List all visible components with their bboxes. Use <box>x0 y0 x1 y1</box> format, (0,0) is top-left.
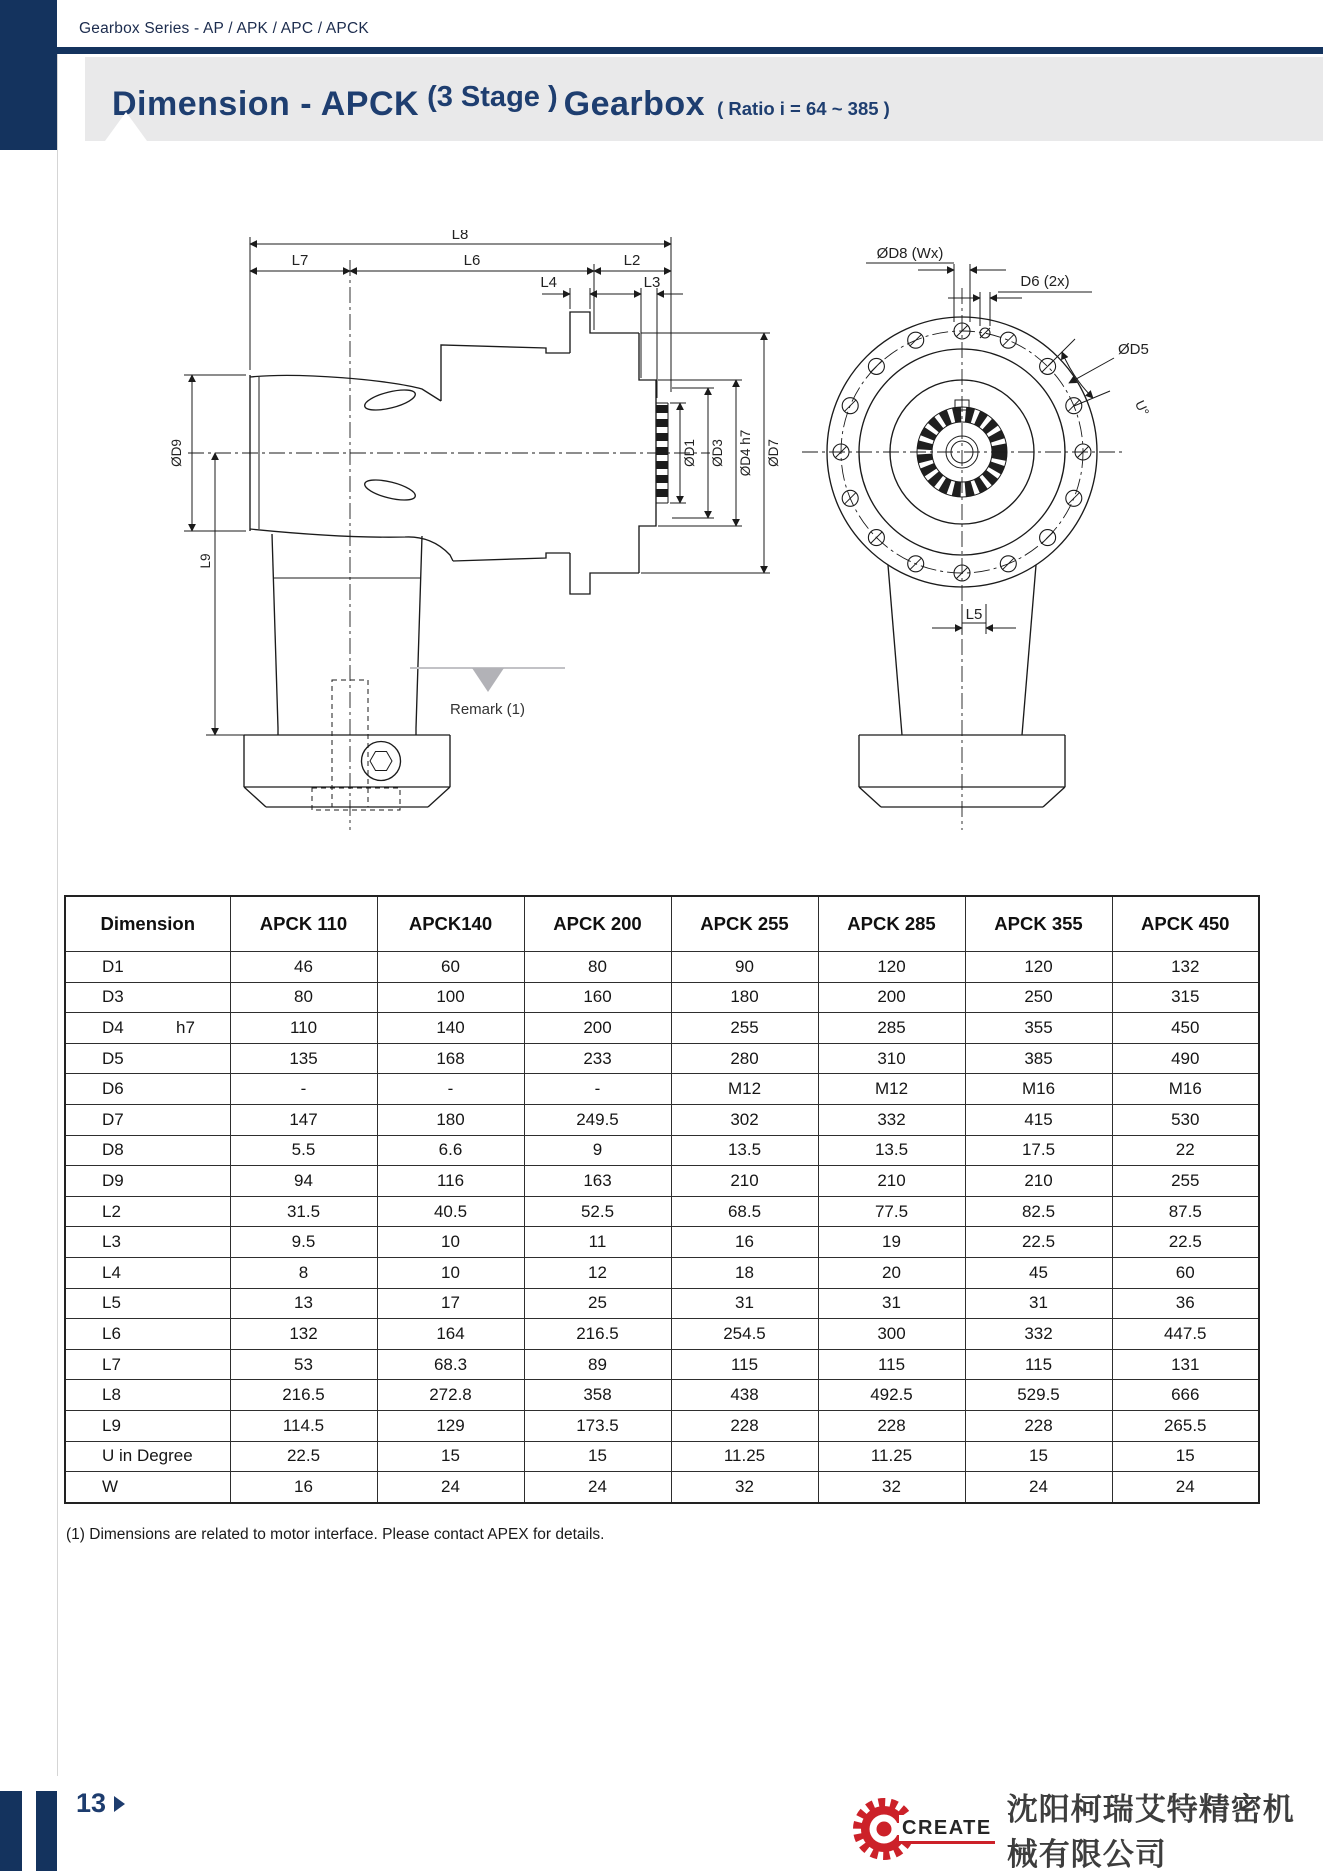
row-label: D3 <box>65 982 230 1013</box>
dim-label-L8: L8 <box>451 230 469 243</box>
left-margin-rule <box>57 54 58 1776</box>
cell: 32 <box>818 1472 965 1503</box>
cell: 233 <box>524 1043 671 1074</box>
table-row <box>65 1288 1259 1319</box>
cell: 115 <box>965 1349 1112 1380</box>
cell: 77.5 <box>818 1196 965 1227</box>
table-row <box>65 1441 1259 1472</box>
column-header: APCK 110 <box>230 896 377 952</box>
cell: 666 <box>1112 1380 1259 1411</box>
table-row <box>65 1074 1259 1105</box>
cell: 36 <box>1112 1288 1259 1319</box>
cell: 490 <box>1112 1043 1259 1074</box>
cell: 15 <box>965 1441 1112 1472</box>
column-header: APCK140 <box>377 896 524 952</box>
row-label: D8 <box>65 1135 230 1166</box>
column-header: APCK 450 <box>1112 896 1259 952</box>
table-row <box>65 1166 1259 1197</box>
row-label: L4 <box>65 1257 230 1288</box>
company-logo <box>851 1784 1323 1871</box>
technical-drawing <box>60 230 1240 880</box>
table-row <box>65 1196 1259 1227</box>
cell: 16 <box>671 1227 818 1258</box>
cell: 24 <box>524 1472 671 1503</box>
cell: - <box>377 1074 524 1105</box>
dim-label-L9: L9 <box>198 553 213 569</box>
column-header-dimension: Dimension <box>65 896 230 952</box>
cell: 492.5 <box>818 1380 965 1411</box>
header-rule <box>0 47 1323 54</box>
cell: 115 <box>818 1349 965 1380</box>
cell: 5.5 <box>230 1135 377 1166</box>
cell: 13.5 <box>671 1135 818 1166</box>
row-label: D5 <box>65 1043 230 1074</box>
row-label: D9 <box>65 1166 230 1197</box>
row-label: U in Degree <box>65 1441 230 1472</box>
cell: 160 <box>524 982 671 1013</box>
table-row <box>65 1013 1259 1044</box>
dim-label-D9: ØD9 <box>169 439 184 467</box>
cell: 116 <box>377 1166 524 1197</box>
cell: 228 <box>818 1410 965 1441</box>
page-arrow-icon <box>114 1796 125 1812</box>
cell: 310 <box>818 1043 965 1074</box>
cell: 12 <box>524 1257 671 1288</box>
page-title-stage: (3 Stage ) <box>427 81 558 113</box>
table-row <box>65 1472 1259 1503</box>
row-label: L6 <box>65 1319 230 1350</box>
row-label: L5 <box>65 1288 230 1319</box>
cell: 332 <box>818 1104 965 1135</box>
page-number-value: 13 <box>76 1788 107 1818</box>
cell: 80 <box>524 952 671 983</box>
cell: 300 <box>818 1319 965 1350</box>
cell: 216.5 <box>524 1319 671 1350</box>
cell: 9.5 <box>230 1227 377 1258</box>
cell: 11.25 <box>671 1441 818 1472</box>
cell: 115 <box>671 1349 818 1380</box>
cell: 438 <box>671 1380 818 1411</box>
cell: 60 <box>377 952 524 983</box>
cell: 135 <box>230 1043 377 1074</box>
cell: 52.5 <box>524 1196 671 1227</box>
cell: 11 <box>524 1227 671 1258</box>
cell: 15 <box>524 1441 671 1472</box>
table-row <box>65 1349 1259 1380</box>
cell: - <box>524 1074 671 1105</box>
cell: 22.5 <box>965 1227 1112 1258</box>
cell: 31 <box>671 1288 818 1319</box>
cell: 10 <box>377 1257 524 1288</box>
table-row <box>65 1319 1259 1350</box>
front-view <box>802 245 1152 830</box>
cell: 24 <box>965 1472 1112 1503</box>
table-row <box>65 952 1259 983</box>
cell: 32 <box>671 1472 818 1503</box>
footer-left-bar-thin <box>36 1791 57 1871</box>
cell: 24 <box>377 1472 524 1503</box>
dim-label-D3: ØD3 <box>710 439 725 467</box>
dim-label-L3: L3 <box>643 274 661 291</box>
row-label: D6 <box>65 1074 230 1105</box>
row-label: W <box>65 1472 230 1503</box>
cell: 60 <box>1112 1257 1259 1288</box>
cell: 31 <box>965 1288 1112 1319</box>
dim-label-L7: L7 <box>291 252 309 269</box>
cell: - <box>230 1074 377 1105</box>
cell: 120 <box>818 952 965 983</box>
table-row <box>65 1380 1259 1411</box>
cell: 164 <box>377 1319 524 1350</box>
cell: 254.5 <box>671 1319 818 1350</box>
dim-label-D8: ØD8 (Wx) <box>876 245 944 262</box>
cell: M16 <box>1112 1074 1259 1105</box>
cell: 315 <box>1112 982 1259 1013</box>
title-banner <box>85 57 1323 141</box>
row-label: L9 <box>65 1410 230 1441</box>
cell: 173.5 <box>524 1410 671 1441</box>
column-header: APCK 200 <box>524 896 671 952</box>
cell: 6.6 <box>377 1135 524 1166</box>
remark-triangle-icon <box>472 668 504 692</box>
cell: 53 <box>230 1349 377 1380</box>
cell: 9 <box>524 1135 671 1166</box>
cell: 250 <box>965 982 1112 1013</box>
cell: 447.5 <box>1112 1319 1259 1350</box>
banner-notch <box>105 112 147 141</box>
table-row <box>65 1104 1259 1135</box>
cell: 68.3 <box>377 1349 524 1380</box>
table-header-row <box>65 896 1259 952</box>
column-header: APCK 285 <box>818 896 965 952</box>
cell: 200 <box>818 982 965 1013</box>
cell: 8 <box>230 1257 377 1288</box>
cell: 17 <box>377 1288 524 1319</box>
cell: M16 <box>965 1074 1112 1105</box>
cell: 24 <box>1112 1472 1259 1503</box>
cell: 22.5 <box>1112 1227 1259 1258</box>
cell: 46 <box>230 952 377 983</box>
row-label: D1 <box>65 952 230 983</box>
cell: 210 <box>671 1166 818 1197</box>
cell: 114.5 <box>230 1410 377 1441</box>
cell: 228 <box>965 1410 1112 1441</box>
cell: 15 <box>377 1441 524 1472</box>
cell: 358 <box>524 1380 671 1411</box>
footnote: (1) Dimensions are related to motor interface. Please contact APEX for details. <box>66 1526 605 1543</box>
cell: 31.5 <box>230 1196 377 1227</box>
cell: 216.5 <box>230 1380 377 1411</box>
cell: 132 <box>230 1319 377 1350</box>
dim-label-L6: L6 <box>463 252 481 269</box>
cell: 228 <box>671 1410 818 1441</box>
row-label: L8 <box>65 1380 230 1411</box>
cell: 210 <box>965 1166 1112 1197</box>
cell: 22.5 <box>230 1441 377 1472</box>
cell: M12 <box>671 1074 818 1105</box>
dimension-table <box>64 895 1260 1504</box>
cell: 120 <box>965 952 1112 983</box>
cell: 332 <box>965 1319 1112 1350</box>
footer-left-bar <box>0 1791 22 1871</box>
cell: 100 <box>377 982 524 1013</box>
cell: 31 <box>818 1288 965 1319</box>
cell: 285 <box>818 1013 965 1044</box>
cell: 255 <box>671 1013 818 1044</box>
table-row <box>65 1257 1259 1288</box>
page-title-tail: Gearbox <box>563 85 706 123</box>
cell: 80 <box>230 982 377 1013</box>
dim-label-L5: L5 <box>965 606 983 623</box>
page-number <box>76 1788 125 1819</box>
remark-label: Remark (1) <box>450 701 526 718</box>
cell: 210 <box>818 1166 965 1197</box>
cell: 450 <box>1112 1013 1259 1044</box>
page-title-ratio: ( Ratio i = 64 ~ 385 ) <box>717 98 890 119</box>
column-header: APCK 255 <box>671 896 818 952</box>
cell: M12 <box>818 1074 965 1105</box>
page-title-main: Dimension - APCK <box>112 85 420 123</box>
cell: 89 <box>524 1349 671 1380</box>
header-corner-block <box>0 0 57 150</box>
cell: 180 <box>671 982 818 1013</box>
cell: 132 <box>1112 952 1259 983</box>
cell: 302 <box>671 1104 818 1135</box>
cell: 129 <box>377 1410 524 1441</box>
cell: 11.25 <box>818 1441 965 1472</box>
series-breadcrumb: Gearbox Series - AP / APK / APC / APCK <box>79 20 369 37</box>
cell: 110 <box>230 1013 377 1044</box>
cell: 68.5 <box>671 1196 818 1227</box>
cell: 90 <box>671 952 818 983</box>
table-row <box>65 1043 1259 1074</box>
dim-label-U: U° <box>1132 398 1153 419</box>
cell: 87.5 <box>1112 1196 1259 1227</box>
dim-label-L4: L4 <box>540 274 557 291</box>
cell: 15 <box>1112 1441 1259 1472</box>
row-label: L3 <box>65 1227 230 1258</box>
cell: 18 <box>671 1257 818 1288</box>
brand-name: CREATE <box>899 1815 995 1844</box>
dim-label-D6: D6 (2x) <box>1020 273 1070 290</box>
dim-label-D5: ØD5 <box>1118 341 1149 358</box>
cell: 45 <box>965 1257 1112 1288</box>
cell: 94 <box>230 1166 377 1197</box>
cell: 265.5 <box>1112 1410 1259 1441</box>
cell: 529.5 <box>965 1380 1112 1411</box>
cell: 385 <box>965 1043 1112 1074</box>
cell: 25 <box>524 1288 671 1319</box>
table-row <box>65 1410 1259 1441</box>
cell: 131 <box>1112 1349 1259 1380</box>
cell: 147 <box>230 1104 377 1135</box>
cell: 140 <box>377 1013 524 1044</box>
dim-label-D4: ØD4 h7 <box>738 429 753 477</box>
row-label: L2 <box>65 1196 230 1227</box>
cell: 200 <box>524 1013 671 1044</box>
cell: 82.5 <box>965 1196 1112 1227</box>
cell: 20 <box>818 1257 965 1288</box>
cell: 13 <box>230 1288 377 1319</box>
row-label: L7 <box>65 1349 230 1380</box>
cell: 19 <box>818 1227 965 1258</box>
side-view <box>169 230 781 830</box>
dim-label-D7: ØD7 <box>766 439 781 467</box>
cell: 355 <box>965 1013 1112 1044</box>
table-row <box>65 1227 1259 1258</box>
row-label: D7 <box>65 1104 230 1135</box>
hex-bolt <box>362 742 401 781</box>
table-row <box>65 1135 1259 1166</box>
cell: 272.8 <box>377 1380 524 1411</box>
cell: 22 <box>1112 1135 1259 1166</box>
cell: 17.5 <box>965 1135 1112 1166</box>
cell: 16 <box>230 1472 377 1503</box>
cell: 530 <box>1112 1104 1259 1135</box>
cell: 255 <box>1112 1166 1259 1197</box>
cell: 163 <box>524 1166 671 1197</box>
cell: 40.5 <box>377 1196 524 1227</box>
table-row <box>65 982 1259 1013</box>
cell: 10 <box>377 1227 524 1258</box>
dim-label-L2: L2 <box>623 252 641 269</box>
cell: 13.5 <box>818 1135 965 1166</box>
row-label: D4 h7 <box>65 1013 230 1044</box>
company-name: 沈阳柯瑞艾特精密机械有限公司 <box>1006 1792 1295 1871</box>
column-header: APCK 355 <box>965 896 1112 952</box>
cell: 180 <box>377 1104 524 1135</box>
cell: 415 <box>965 1104 1112 1135</box>
cell: 168 <box>377 1043 524 1074</box>
dim-label-D1: ØD1 <box>682 439 697 467</box>
cell: 249.5 <box>524 1104 671 1135</box>
cell: 280 <box>671 1043 818 1074</box>
